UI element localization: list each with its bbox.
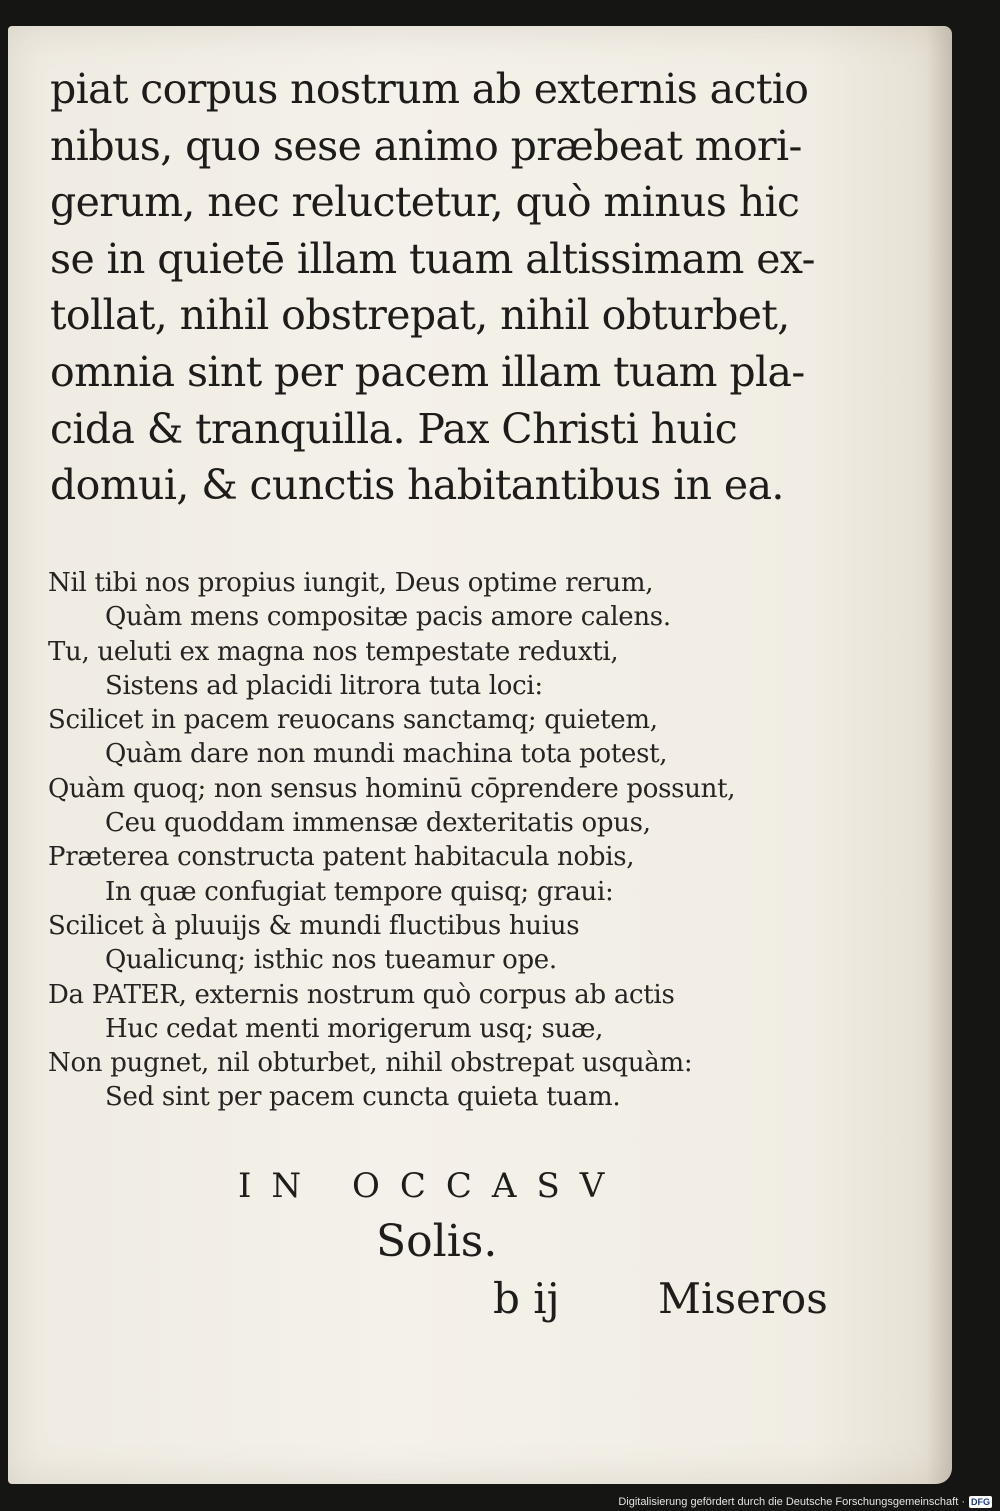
dfg-logo-icon: DFG <box>971 1497 990 1507</box>
verse-line-pentameter: Huc cedat menti morigerum usq; suæ, <box>105 1013 604 1044</box>
catchword: Miseros <box>658 1274 828 1323</box>
digitization-credit <box>618 1496 992 1508</box>
verse-line-pentameter: Ceu quoddam immensæ dexteritatis opus, <box>105 808 651 839</box>
verse-line-hexameter: Non pugnet, nil obturbet, nihil obstrepat usquàm: <box>48 1048 693 1079</box>
page-edge-shadow <box>926 26 952 1484</box>
verse-line-hexameter: Nil tibi nos propius iungit, Deus optime rerum, <box>48 568 654 598</box>
verse-line-hexameter: Quàm quoq; non sensus hominū cōprendere possunt, <box>48 773 736 804</box>
prose-line: domui, & cunctis habitantibus in ea. <box>50 461 784 510</box>
prose-line: cida & tranquilla. Pax Christi huic <box>50 404 738 453</box>
prose-line: nibus, quo sese animo præbeat mori- <box>50 121 802 170</box>
verse-line-pentameter: Quàm mens compositæ pacis amore calens. <box>105 602 671 633</box>
verse-line-hexameter: Scilicet à pluuijs & mundi fluctibus huius <box>48 910 580 941</box>
prose-line: tollat, nihil obstrepat, nihil obturbet, <box>50 291 790 340</box>
prose-line: se in quietē illam tuam altissimam ex- <box>50 234 815 283</box>
verse-line-hexameter: Tu, ueluti ex magna nos tempestate reduxti, <box>48 636 619 667</box>
verse-line-pentameter: Quàm dare non mundi machina tota potest, <box>105 739 668 770</box>
section-subheading: Solis. <box>376 1216 498 1267</box>
signature-mark: b ij <box>493 1274 560 1323</box>
verse-line-pentameter: In quæ confugiat tempore quisq; graui: <box>105 876 614 907</box>
prose-block <box>50 61 840 514</box>
credit-text: Digitalisierung gefördert durch die Deutsche Forschungsgemeinschaft · <box>618 1496 965 1508</box>
verse-line-hexameter: Da PATER, externis nostrum quò corpus ab actis <box>48 979 675 1010</box>
prose-line: gerum, nec reluctetur, quò minus hic <box>50 178 800 227</box>
verse-line-hexameter: Scilicet in pacem reuocans sanctamq; quietem, <box>48 705 658 736</box>
verse-line-hexameter: Præterea constructa patent habitacula nobis, <box>48 842 635 873</box>
prose-line: omnia sint per pacem illam tuam pla- <box>50 347 805 396</box>
verse-block <box>48 566 838 1115</box>
verse-line-pentameter: Qualicunq; isthic nos tueamur ope. <box>105 945 557 976</box>
section-heading: IN OCCASV <box>238 1166 625 1206</box>
prose-line: piat corpus nostrum ab externis actio <box>50 65 809 113</box>
verse-line-pentameter: Sed sint per pacem cuncta quieta tuam. <box>105 1082 621 1113</box>
verse-line-pentameter: Sistens ad placidi litrora tuta loci: <box>105 670 543 701</box>
book-page <box>8 26 952 1484</box>
